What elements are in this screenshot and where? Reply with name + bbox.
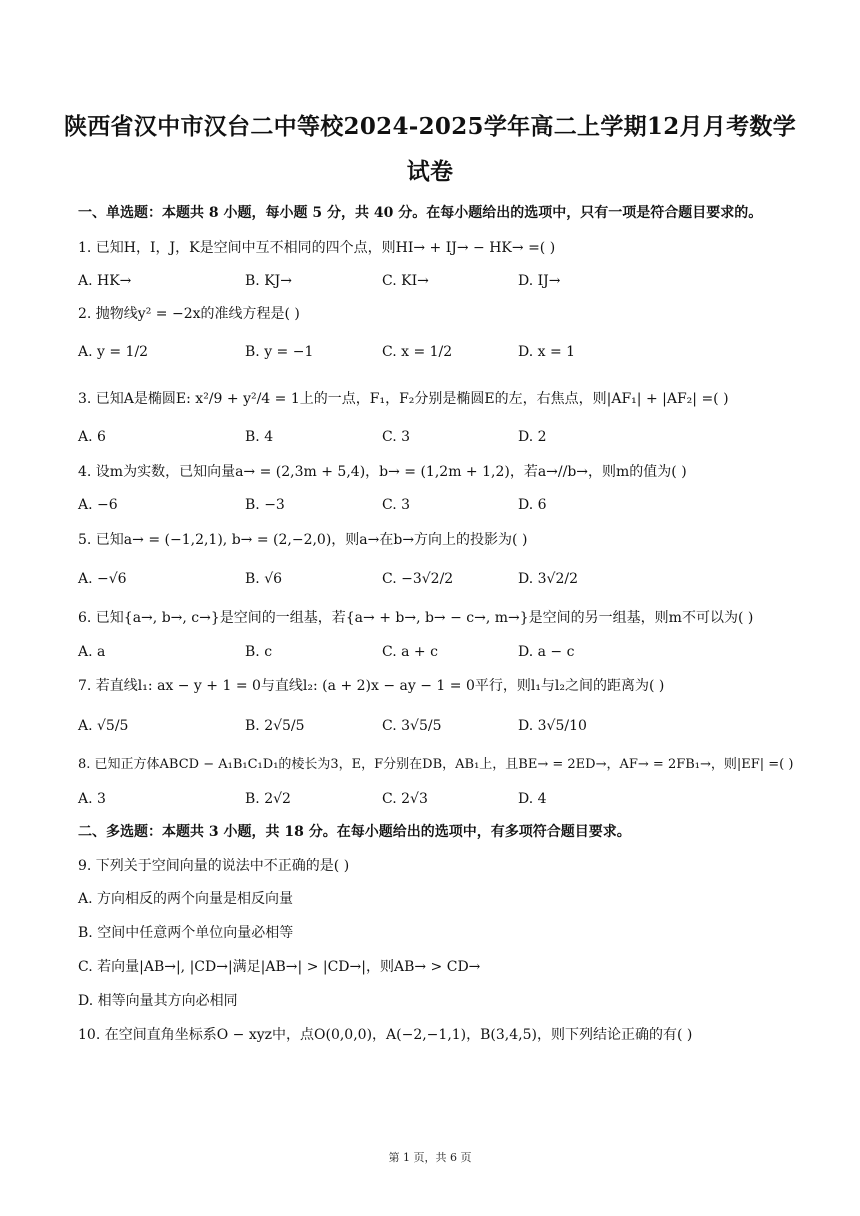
question-6-stem: 6. 已知{a→, b→, c→}是空间的一组基，若{a→ + b→, b→ − c→, m→}是空间的另一组基，则m不可以为( ) — [78, 610, 754, 626]
question-8-option-c: C. 2√3 — [382, 791, 428, 807]
question-7-option-d: D. 3√5/10 — [518, 718, 587, 734]
section-multi-choice-heading: 二、多选题：本题共 3 小题，共 18 分。在每小题给出的选项中，有多项符合题目要求。 — [78, 824, 631, 840]
question-6-option-a: A. a — [78, 644, 106, 660]
question-5-option-c: C. −3√2/2 — [382, 571, 454, 587]
question-3-stem: 3. 已知A是椭圆E: x²/9 + y²/4 = 1上的一点，F₁，F₂分别是椭圆E的左，右焦点，则|AF₁| + |AF₂| =( ) — [78, 391, 729, 407]
exam-title-line2: 试卷 — [406, 158, 454, 185]
question-8-stem: 8. 已知正方体ABCD − A₁B₁C₁D₁的棱长为3，E，F分别在DB，AB₁上，且BE→ = 2ED→，AF→ = 2FB₁→，则|EF| =( ) — [78, 757, 794, 772]
question-9-option-c: C. 若向量|AB→|, |CD→|满足|AB→| > |CD→|，则AB→ > CD→ — [78, 959, 481, 975]
question-10-stem: 10. 在空间直角坐标系O − xyz中，点O(0,0,0)，A(−2,−1,1)，B(3,4,5)，则下列结论正确的有( ) — [78, 1027, 693, 1043]
question-4-option-c: C. 3 — [382, 497, 411, 513]
question-9-option-d: D. 相等向量其方向必相同 — [78, 993, 238, 1009]
question-7-option-c: C. 3√5/5 — [382, 718, 442, 734]
question-6-option-b: B. c — [245, 644, 273, 660]
question-3-option-d: D. 2 — [518, 429, 547, 445]
question-4-option-a: A. −6 — [78, 497, 118, 513]
question-6-option-d: D. a − c — [518, 644, 575, 660]
question-3-option-b: B. 4 — [245, 429, 274, 445]
question-1-option-c: C. KI→ — [382, 273, 429, 289]
question-1-option-d: D. IJ→ — [518, 273, 561, 289]
question-7-stem: 7. 若直线l₁: ax − y + 1 = 0与直线l₂: (a + 2)x − ay − 1 = 0平行，则l₁与l₂之间的距离为( ) — [78, 678, 665, 694]
question-4-stem: 4. 设m为实数，已知向量a→ = (2,3m + 5,4)，b→ = (1,2m + 1,2)，若a→//b→，则m的值为( ) — [78, 464, 687, 480]
page-footer: 第 1 页，共 6 页 — [388, 1151, 472, 1164]
question-7-option-b: B. 2√5/5 — [245, 718, 305, 734]
question-9-option-b: B. 空间中任意两个单位向量必相等 — [78, 925, 294, 941]
question-6-option-c: C. a + c — [382, 644, 438, 660]
question-2-option-b: B. y = −1 — [245, 344, 314, 360]
question-8-option-a: A. 3 — [78, 791, 106, 807]
question-4-option-d: D. 6 — [518, 497, 547, 513]
question-5-option-d: D. 3√2/2 — [518, 571, 578, 587]
question-9-stem: 9. 下列关于空间向量的说法中不正确的是( ) — [78, 858, 350, 874]
question-5-stem: 5. 已知a→ = (−1,2,1), b→ = (2,−2,0)，则a→在b→方向上的投影为( ) — [78, 532, 528, 548]
question-1-option-a: A. HK→ — [78, 273, 132, 289]
section-single-choice-heading: 一、单选题：本题共 8 小题，每小题 5 分，共 40 分。在每小题给出的选项中，只有一项是符合题目要求的。 — [78, 205, 763, 221]
question-7-option-a: A. √5/5 — [78, 718, 129, 734]
question-2-option-d: D. x = 1 — [518, 344, 576, 360]
question-8-option-b: B. 2√2 — [245, 791, 291, 807]
question-1-option-b: B. KJ→ — [245, 273, 292, 289]
question-4-option-b: B. −3 — [245, 497, 285, 513]
question-2-stem: 2. 抛物线y² = −2x的准线方程是( ) — [78, 306, 300, 322]
exam-title-line1: 陕西省汉中市汉台二中等校2024-2025学年高二上学期12月月考数学 — [63, 113, 797, 140]
question-3-option-c: C. 3 — [382, 429, 411, 445]
question-5-option-a: A. −√6 — [78, 571, 127, 587]
question-2-option-c: C. x = 1/2 — [382, 344, 453, 360]
question-3-option-a: A. 6 — [78, 429, 106, 445]
question-1-stem: 1. 已知H，I，J，K是空间中互不相同的四个点，则HI→ + IJ→ − HK→ =( ) — [78, 240, 556, 256]
question-2-option-a: A. y = 1/2 — [78, 344, 149, 360]
question-5-option-b: B. √6 — [245, 571, 283, 587]
question-8-option-d: D. 4 — [518, 791, 547, 807]
question-9-option-a: A. 方向相反的两个向量是相反向量 — [78, 891, 294, 907]
